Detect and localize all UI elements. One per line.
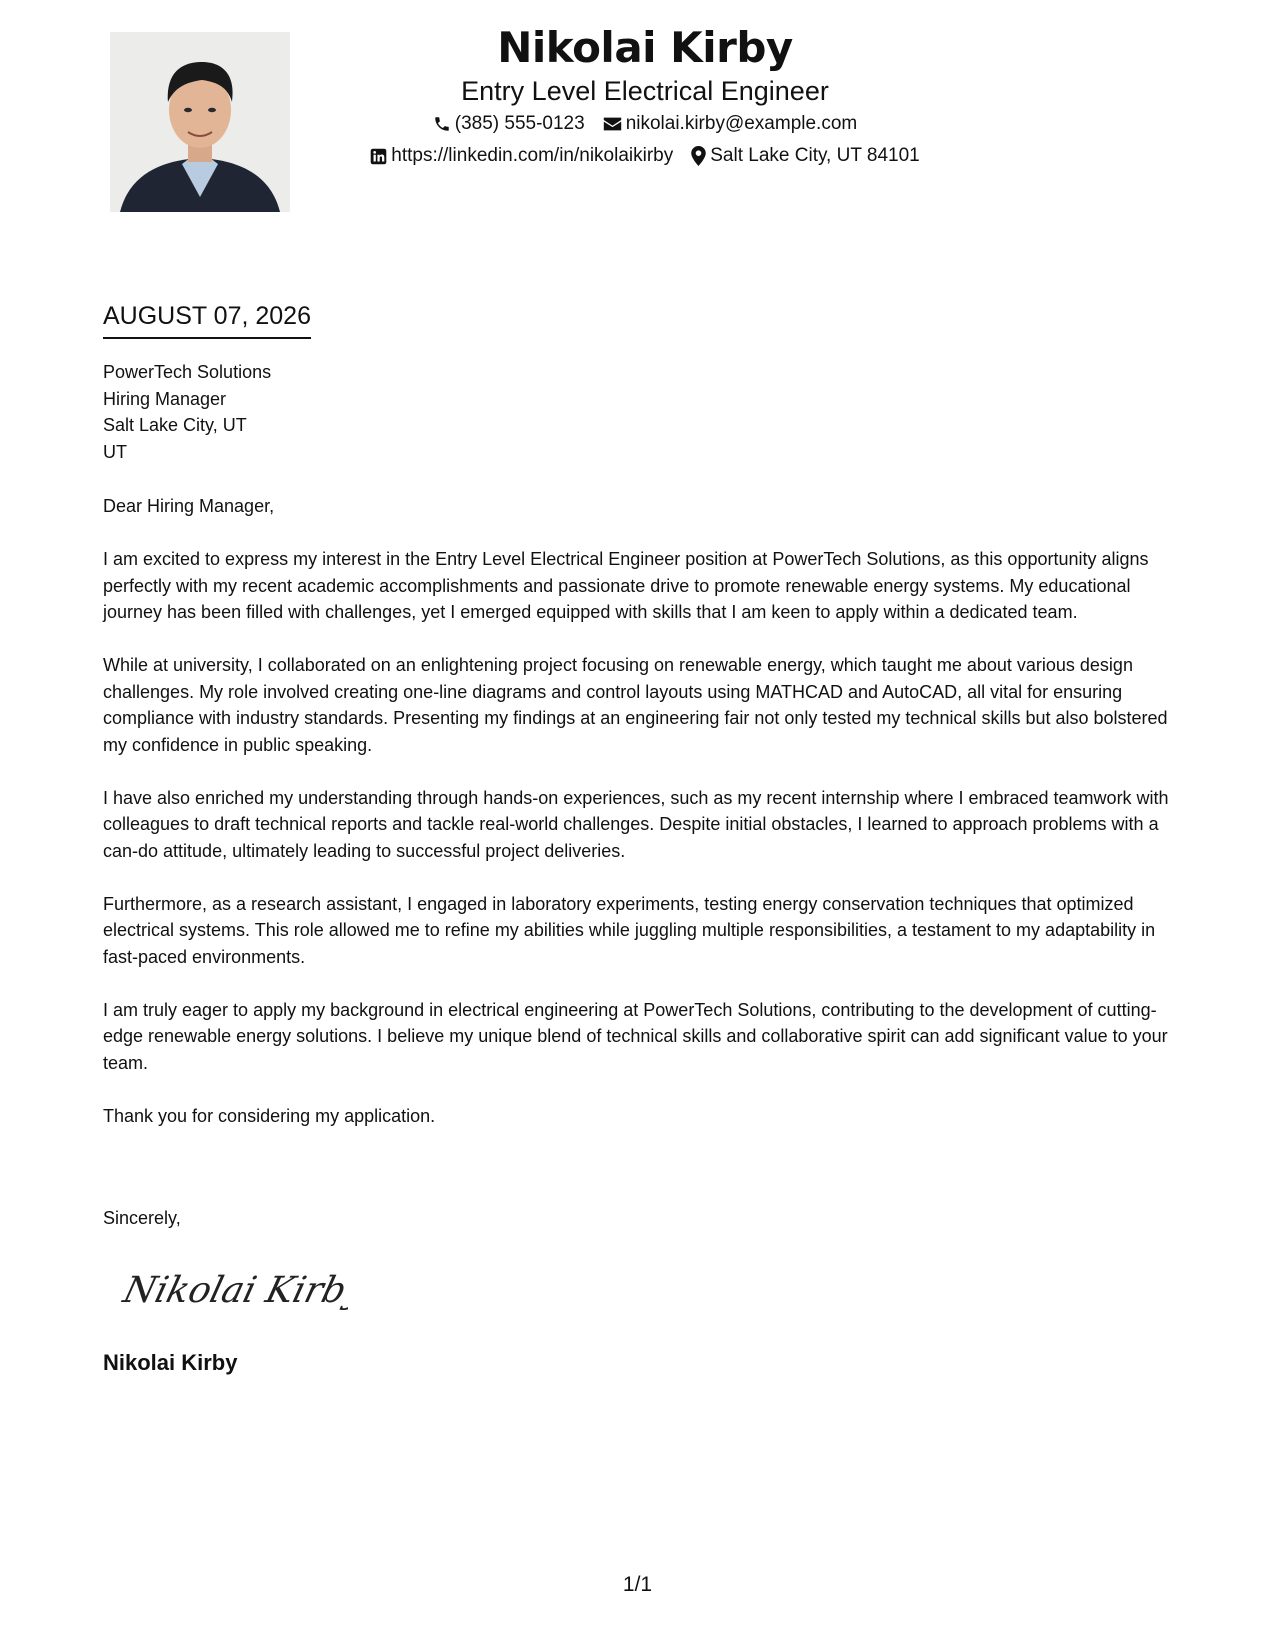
recipient-city: Salt Lake City, UT	[103, 415, 247, 435]
handwritten-signature	[118, 1260, 348, 1320]
linkedin-contact[interactable]	[370, 144, 673, 168]
map-pin-icon	[691, 146, 706, 166]
applicant-name: Nikolai Kirby	[497, 23, 793, 72]
phone-icon	[433, 115, 451, 133]
resume-header	[300, 22, 990, 168]
svg-text:Nikolai Kirby: Nikolai Kirby	[119, 1268, 348, 1311]
letter-date: AUGUST 07, 2026	[103, 300, 311, 339]
page-number: 1/1	[622, 1573, 653, 1596]
paragraph-4: Furthermore, as a research assistant, I engaged in laboratory experiments, testing energy conservation techniques that optimized electrical systems. This role allowed me to refine my abilities while juggling multiple responsibilities, a testament to my adaptability in fast-paced environments.	[103, 893, 1156, 967]
salutation: Dear Hiring Manager,	[103, 496, 275, 516]
recipient-block	[103, 359, 271, 465]
recipient-state: UT	[103, 441, 127, 462]
signer-name: Nikolai Kirby	[103, 1350, 238, 1375]
envelope-icon	[603, 116, 622, 132]
closing: Sincerely,	[103, 1208, 181, 1228]
contact-row-2	[300, 144, 990, 168]
phone-text: (385) 555-0123	[454, 113, 585, 134]
paragraph-2: While at university, I collaborated on an enlightening project focusing on renewable energy, which taught me about various design challenges. My role involved creating one-line diagrams and control layouts using MATHCAD and AutoCAD, all vital for ensuring compliance with industry standards. Presenting my findings at an engineering fair not only tested my technical skills but also bolstered my confidence in public speaking.	[103, 655, 1168, 755]
contact-row-1	[300, 112, 990, 136]
paragraph-5: I am truly eager to apply my background in electrical engineering at PowerTech Solutions, contributing to the development of cutting-edge renewable energy solutions. I believe my unique blend of technical skills and collaborative spirit can add significant value to your team.	[103, 999, 1168, 1073]
letter-body	[103, 493, 1178, 1156]
paragraph-1: I am excited to express my interest in the Entry Level Electrical Engineer position at PowerTech Solutions, as this opportunity aligns perfectly with my recent academic accomplishments and passionate drive to promote renewable energy systems. My educational journey has been filled with challenges, yet I emerged equipped with skills that I am keen to apply within a dedicated team.	[103, 549, 1149, 622]
job-title: Entry Level Electrical Engineer	[461, 76, 829, 106]
profile-photo	[110, 32, 290, 212]
email-text: nikolai.kirby@example.com	[625, 113, 858, 134]
location-text: Salt Lake City, UT 84101	[710, 145, 920, 166]
phone-contact[interactable]	[433, 112, 585, 136]
recipient-contact: Hiring Manager	[103, 388, 227, 409]
paragraph-3: I have also enriched my understanding through hands-on experiences, such as my recent internship where I embraced teamwork with colleagues to draft technical reports and tackle real-world challenges. Despite initial obstacles, I learned to approach problems with a can-do attitude, ultimately leading to successful project deliveries.	[103, 787, 1169, 861]
paragraph-thanks: Thank you for considering my application.	[103, 1105, 436, 1126]
recipient-company: PowerTech Solutions	[103, 362, 272, 382]
location-contact	[691, 144, 919, 168]
linkedin-text: https://linkedin.com/in/nikolaikirby	[391, 145, 674, 166]
linkedin-icon	[370, 148, 387, 165]
email-contact[interactable]	[603, 112, 858, 136]
